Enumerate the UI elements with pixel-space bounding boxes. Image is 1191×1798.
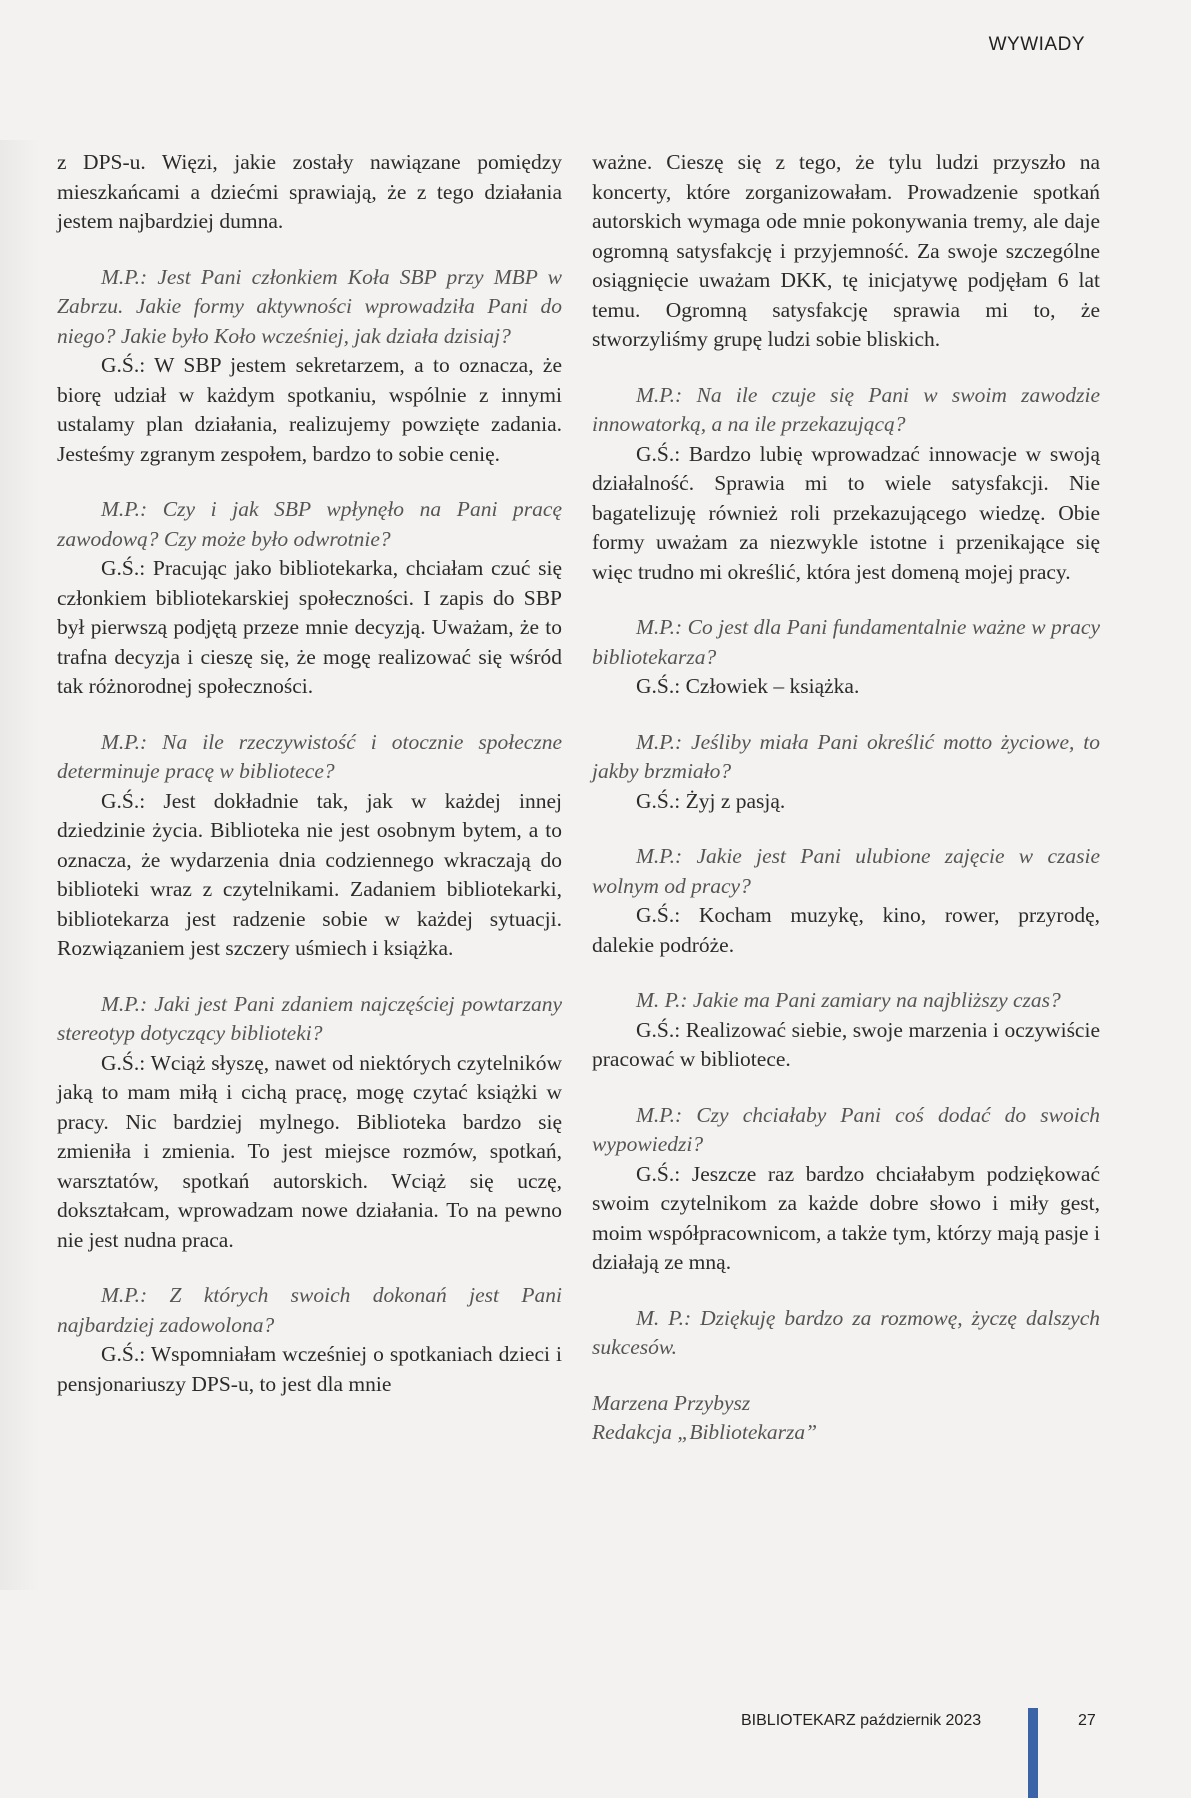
interview-answer: G.Ś.: Jeszcze raz bardzo chciałabym podziękować swoim czytelnikom za każde dobre słowo i miły gest, moim współpracownicom, a także tym, którzy mają pasje i działają ze mną. (592, 1161, 1100, 1274)
interview-answer: G.Ś.: Pracując jako bibliotekarka, chciałam czuć się członkiem bibliotekarskiej społeczności. I zapis do SBP był pierwszą podjętą przeze mnie decyzją. Uważam, że to trafna decyzja i cieszę się, że mogę realizować się wśród tak różnorodnej społeczności. (57, 556, 562, 698)
interview-answer: G.Ś.: Realizować siebie, swoje marzenia i oczywiście pracować w bibliotece. (592, 1017, 1100, 1071)
interview-question: M.P.: Na ile rzeczywistość i otocznie społeczne determinuje pracę w bibliotece? (57, 729, 562, 783)
interview-question: M.P.: Jest Pani członkiem Koła SBP przy MBP w Zabrzu. Jakie formy aktywności wprowadziła Pani do niego? Jakie było Koło wcześniej, jak działa dzisiaj? (57, 264, 562, 348)
issue-date: październik 2023 (860, 1712, 982, 1729)
page-gutter-shadow (0, 140, 40, 1590)
interview-question: M.P.: Czy chciałaby Pani coś dodać do swoich wypowiedzi? (592, 1102, 1100, 1156)
publication-name: BIBLIOTEKARZ (741, 1712, 856, 1729)
signature (592, 1389, 1100, 1448)
interview-answer: G.Ś.: Kocham muzykę, kino, rower, przyrodę, dalekie podróże. (592, 903, 1100, 957)
answer-continuation: z DPS-u. Więzi, jakie zostały nawiązane pomiędzy mieszkańcami a dziećmi sprawiają, że z tego działania jestem najbardziej dumna. (57, 150, 562, 233)
interview-question: M.P.: Jaki jest Pani zdaniem najczęściej powtarzany stereotyp dotyczący biblioteki? (57, 991, 562, 1045)
section-title: WYWIADY (988, 34, 1085, 55)
interview-answer: G.Ś.: Wspomniałam wcześniej o spotkaniach dzieci i pensjonariuszy DPS-u, to jest dla mnie (57, 1342, 562, 1396)
interview-question: M.P.: Na ile czuje się Pani w swoim zawodzie innowatorką, a na ile przekazującą? (592, 382, 1100, 436)
interview-question: M.P.: Jakie jest Pani ulubione zajęcie w czasie wolnym od pracy? (592, 844, 1100, 898)
interview-question: M.P.: Czy i jak SBP wpłynęło na Pani pracę zawodową? Czy może było odwrotnie? (57, 497, 562, 551)
interview-answer: G.Ś.: Człowiek – książka. (636, 674, 860, 698)
footer-accent-bar (1028, 1708, 1038, 1798)
answer-continuation: ważne. Cieszę się z tego, że tylu ludzi przyszło na koncerty, które zorganizowałam. Prowadzenie spotkań autorskich wymaga ode mnie pokonywania tremy, ale daje ogromną satysfakcję i przyjemność. Za swoje szczególne osiągnięcie uważam DKK, tę inicjatywę podjęłam 6 lat temu. Ogromną satysfakcję sprawia mi to, że stworzyliśmy grupę ludzi sobie bliskich. (592, 150, 1100, 351)
interview-answer: G.Ś.: Jest dokładnie tak, jak w każdej innej dziedzinie życia. Biblioteka nie jest osobnym bytem, a to oznacza, że wydarzenia dnia codziennego wkraczają do biblioteki wraz z czytelnikami. Zadaniem bibliotekarki, bibliotekarza jest radzenie sobie w każdej sytuacji. Rozwiązaniem jest szczery uśmiech i książka. (57, 788, 562, 960)
interview-answer: G.Ś.: Bardzo lubię wprowadzać innowacje w swoją działalność. Sprawia mi to wiele satysfakcji. Nie bagatelizuję również roli przekazującego wiedzę. Obie formy uważam za niezwykle istotne i przenikające się więc trudno mi określić, która jest domeną mojej pracy. (592, 441, 1100, 584)
page-number: 27 (1078, 1712, 1096, 1729)
signature-outlet: Redakcja „Bibliotekarza” (592, 1420, 818, 1444)
left-column (57, 148, 562, 1399)
signature-author: Marzena Przybysz (592, 1390, 751, 1415)
interview-answer: G.Ś.: Żyj z pasją. (636, 788, 786, 813)
interview-closing: M. P.: Dziękuję bardzo za rozmowę, życzę dalszych sukcesów. (592, 1305, 1100, 1359)
right-column (592, 148, 1100, 1448)
interview-answer: G.Ś.: Wciąż słyszę, nawet od niektórych czytelników jaką to mam miłą i cichą pracę, mogę czytać książki w pracy. Nic bardziej mylnego. Biblioteka bardzo się zmieniła i zmienia. To jest miejsce rozmów, spotkań, warsztatów, spotkań autorskich. Wciąż się uczę, dokształcam, wprowadzam nowe działania. To na pewno nie jest nudna praca. (57, 1050, 562, 1252)
interview-question: M.P.: Z których swoich dokonań jest Pani najbardziej zadowolona? (57, 1283, 562, 1337)
interview-question: M. P.: Jakie ma Pani zamiary na najbliższy czas? (636, 988, 1061, 1012)
interview-answer: G.Ś.: W SBP jestem sekretarzem, a to oznacza, że biorę udział w każdym spotkaniu, wspólnie z innymi ustalamy plan działania, realizujemy powzięte zadania. Jesteśmy zgranym zespołem, bardzo to sobie cenię. (57, 353, 562, 466)
interview-question: M.P.: Jeśliby miała Pani określić motto życiowe, to jakby brzmiało? (592, 729, 1100, 783)
footer-publication (741, 1712, 981, 1730)
page-footer (0, 1678, 1191, 1798)
interview-question: M.P.: Co jest dla Pani fundamentalnie ważne w pracy bibliotekarza? (592, 615, 1100, 669)
